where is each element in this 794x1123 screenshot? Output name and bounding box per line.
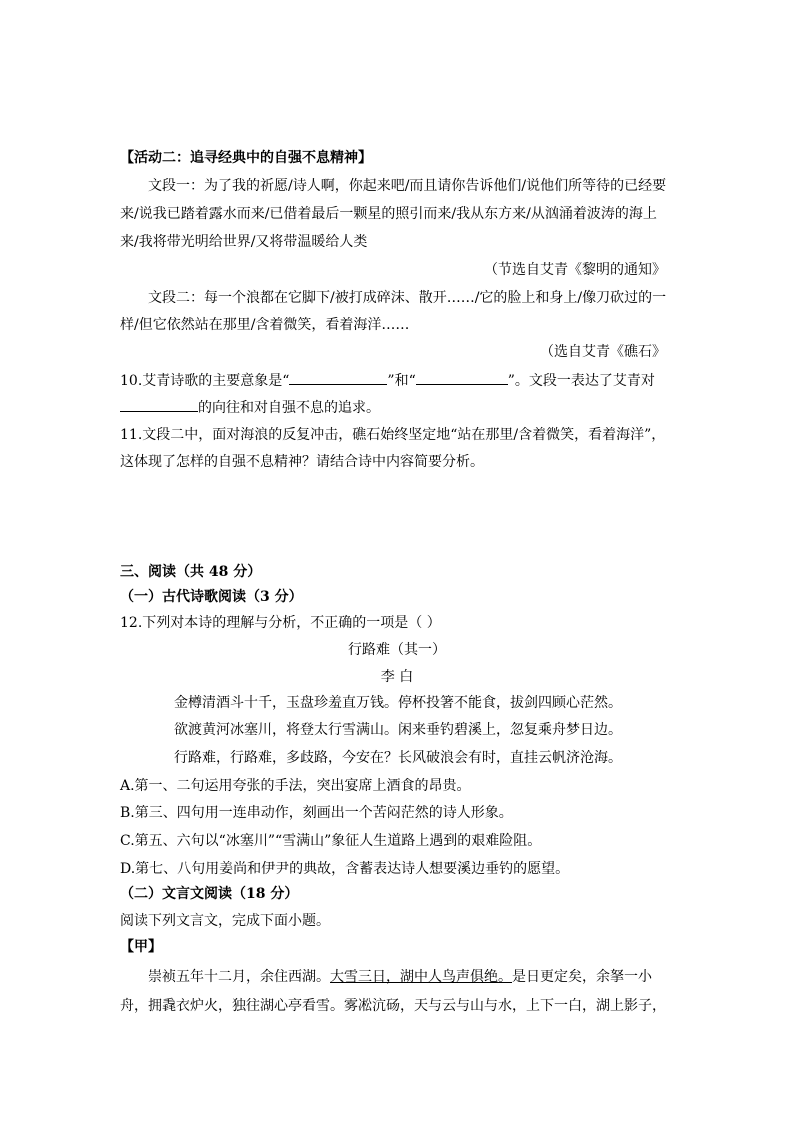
question-12: 12.下列对本诗的理解与分析，不正确的一项是（ ）	[120, 615, 441, 631]
classical-underlined-text: 大雪三日，湖中人鸟声俱绝。	[330, 969, 512, 985]
q10-text-a: 10.艾青诗歌的主要意象是“	[120, 373, 290, 389]
poem-line: 行路难，行路难，多歧路，今安在？长风破浪会有时，直挂云帆济沧海。	[174, 750, 622, 766]
poem-line: 金樽清酒斗十千，玉盘珍羞直万钱。停杯投箸不能食，拔剑四顾心茫然。	[174, 695, 622, 711]
text-jia-label: 【甲】	[120, 939, 162, 955]
q10-blank-2[interactable]	[416, 370, 508, 385]
subsection-poetry-heading: （一）古代诗歌阅读（3 分）	[120, 589, 303, 605]
q10-text-d: 的向往和对自强不息的追求。	[198, 400, 380, 416]
classical-line1	[148, 967, 652, 987]
option-b[interactable]: B.第三、四句用一连串动作，刻画出一个苦闷茫然的诗人形象。	[120, 805, 513, 821]
q10-text-c: ”。文段一表达了艾青对	[507, 373, 655, 389]
option-c[interactable]: C.第五、六句以“冰塞川”“雪满山”象征人生道路上遇到的艰难险阻。	[120, 833, 542, 849]
question-11-line1: 11.文段二中，面对海浪的反复冲击，礁石始终坚定地“站在那里/含着微笑，看着海洋”，	[120, 427, 666, 443]
passage1-line1: 文段一：为了我的祈愿/诗人啊，你起来吧/而且请你告诉他们/说他们所等待的已经要	[148, 178, 667, 194]
option-d[interactable]: D.第七、八句用姜尚和伊尹的典故，含蓄表达诗人想要溪边垂钓的愿望。	[120, 861, 570, 877]
q10-blank-1[interactable]	[289, 370, 387, 385]
passage1-source: （节选自艾青《黎明的通知》	[484, 262, 666, 278]
passage2-line2: 样/但它依然站在那里/含着微笑，看着海洋……	[120, 317, 410, 333]
passage1-line2: 来/说我已踏着露水而来/已借着最后一颗星的照引而来/我从东方来/从汹涌着波涛的海上	[120, 206, 657, 222]
poem-line: 欲渡黄河冰塞川，将登太行雪满山。闲来垂钓碧溪上，忽复乘舟梦日边。	[174, 722, 622, 738]
question-10-line1	[120, 370, 655, 391]
question-11-line2: 这体现了怎样的自强不息精神？请结合诗中内容简要分析。	[120, 454, 484, 470]
reading-instruction: 阅读下列文言文，完成下面小题。	[120, 913, 330, 929]
section3-heading: 三、阅读（共 48 分）	[120, 564, 262, 580]
classical-text: 崇祯五年十二月，余住西湖。	[148, 969, 330, 985]
activity-heading: 【活动二：追寻经典中的自强不息精神】	[120, 150, 372, 166]
poem-title: 行路难（其一）	[348, 642, 446, 658]
classical-text: 是日更定矣，余拏一小	[512, 969, 652, 985]
q10-text-b: ”和“	[387, 373, 416, 389]
classical-line2: 舟，拥毳衣炉火，独往湖心亭看雪。雾凇沆砀，天与云与山与水，上下一白，湖上影子，	[120, 998, 666, 1014]
q10-blank-3[interactable]	[120, 397, 198, 412]
subsection-classical-heading: （二）文言文阅读（18 分）	[120, 886, 299, 902]
passage2-source: （选自艾青《礁石》	[540, 344, 666, 360]
question-10-line2	[120, 397, 380, 418]
poem-author: 李 白	[380, 669, 414, 685]
passage1-line3: 来/我将带光明给世界/又将带温暖给人类	[120, 234, 368, 250]
option-a[interactable]: A.第一、二句运用夸张的手法，突出宴席上酒食的昂贵。	[120, 778, 471, 794]
passage2-line1: 文段二：每一个浪都在它脚下/被打成碎沫、散开……/它的脸上和身上/像刀砍过的一	[148, 290, 667, 306]
